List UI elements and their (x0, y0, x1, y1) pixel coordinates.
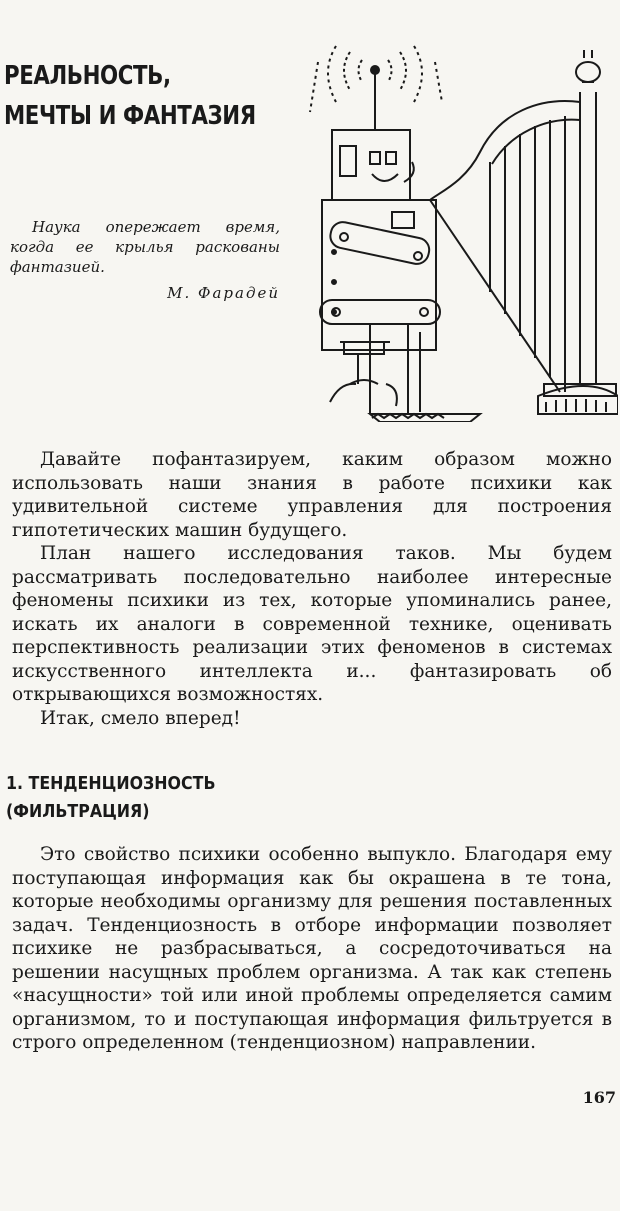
robot-harp-illustration (300, 42, 618, 422)
chapter-title-line-2: МЕЧТЫ И ФАНТАЗИЯ (4, 101, 256, 131)
section-heading-line-2: (ФИЛЬТРАЦИЯ) (6, 801, 150, 822)
robot-legs-stool (330, 324, 480, 422)
harp-icon (430, 50, 618, 414)
robot-body (320, 200, 440, 350)
section-heading-line-1: 1. ТЕНДЕНЦИОЗНОСТЬ (6, 773, 216, 794)
page-number: 167 (582, 1088, 616, 1107)
section-text (12, 843, 612, 1055)
intro-paragraph-1: Давайте пофантазируем, каким образом можно использовать наши знания в работе психики как удивительной системе управления для построения гипотетических машин будущего. (12, 449, 612, 541)
intro-paragraph-3: Итак, смело вперед! (40, 707, 241, 729)
intro-text (12, 448, 612, 730)
section-heading (6, 770, 216, 826)
antenna-waves-icon (310, 46, 442, 130)
intro-paragraph-2: План нашего исследования таков. Мы будем рассматривать последовательно наиболее интересные феномены психики из тех, которые упоминались ранее, искать их аналоги в современной технике, оценивать перспективность реализации этих феноменов в системах искусственного интеллекта и... фантазировать об открывающихся возможностях. (12, 543, 612, 705)
section-paragraph: Это свойство психики особенно выпукло. Благодаря ему поступающая информация как бы окрашена в те тона, которые необходимы организму для решения поставленных задач. Тенденциозность в отборе информации позволяет психике не разбрасываться, а сосредоточиваться на решении насущных проблем организма. А так как степень «насущности» той или иной проблемы определяется самим организмом, то и поступающая информация фильтруется в строго определенном (тенденциозном) направлении. (12, 844, 612, 1053)
chapter-title (4, 56, 256, 136)
epigraph (10, 217, 280, 303)
epigraph-quote: Наука опережает время, когда ее крылья раскованы фантазией. (10, 218, 280, 276)
chapter-title-line-1: РЕАЛЬНОСТЬ, (4, 61, 171, 91)
epigraph-author: М. Фарадей (167, 284, 280, 302)
robot-head (332, 130, 414, 200)
